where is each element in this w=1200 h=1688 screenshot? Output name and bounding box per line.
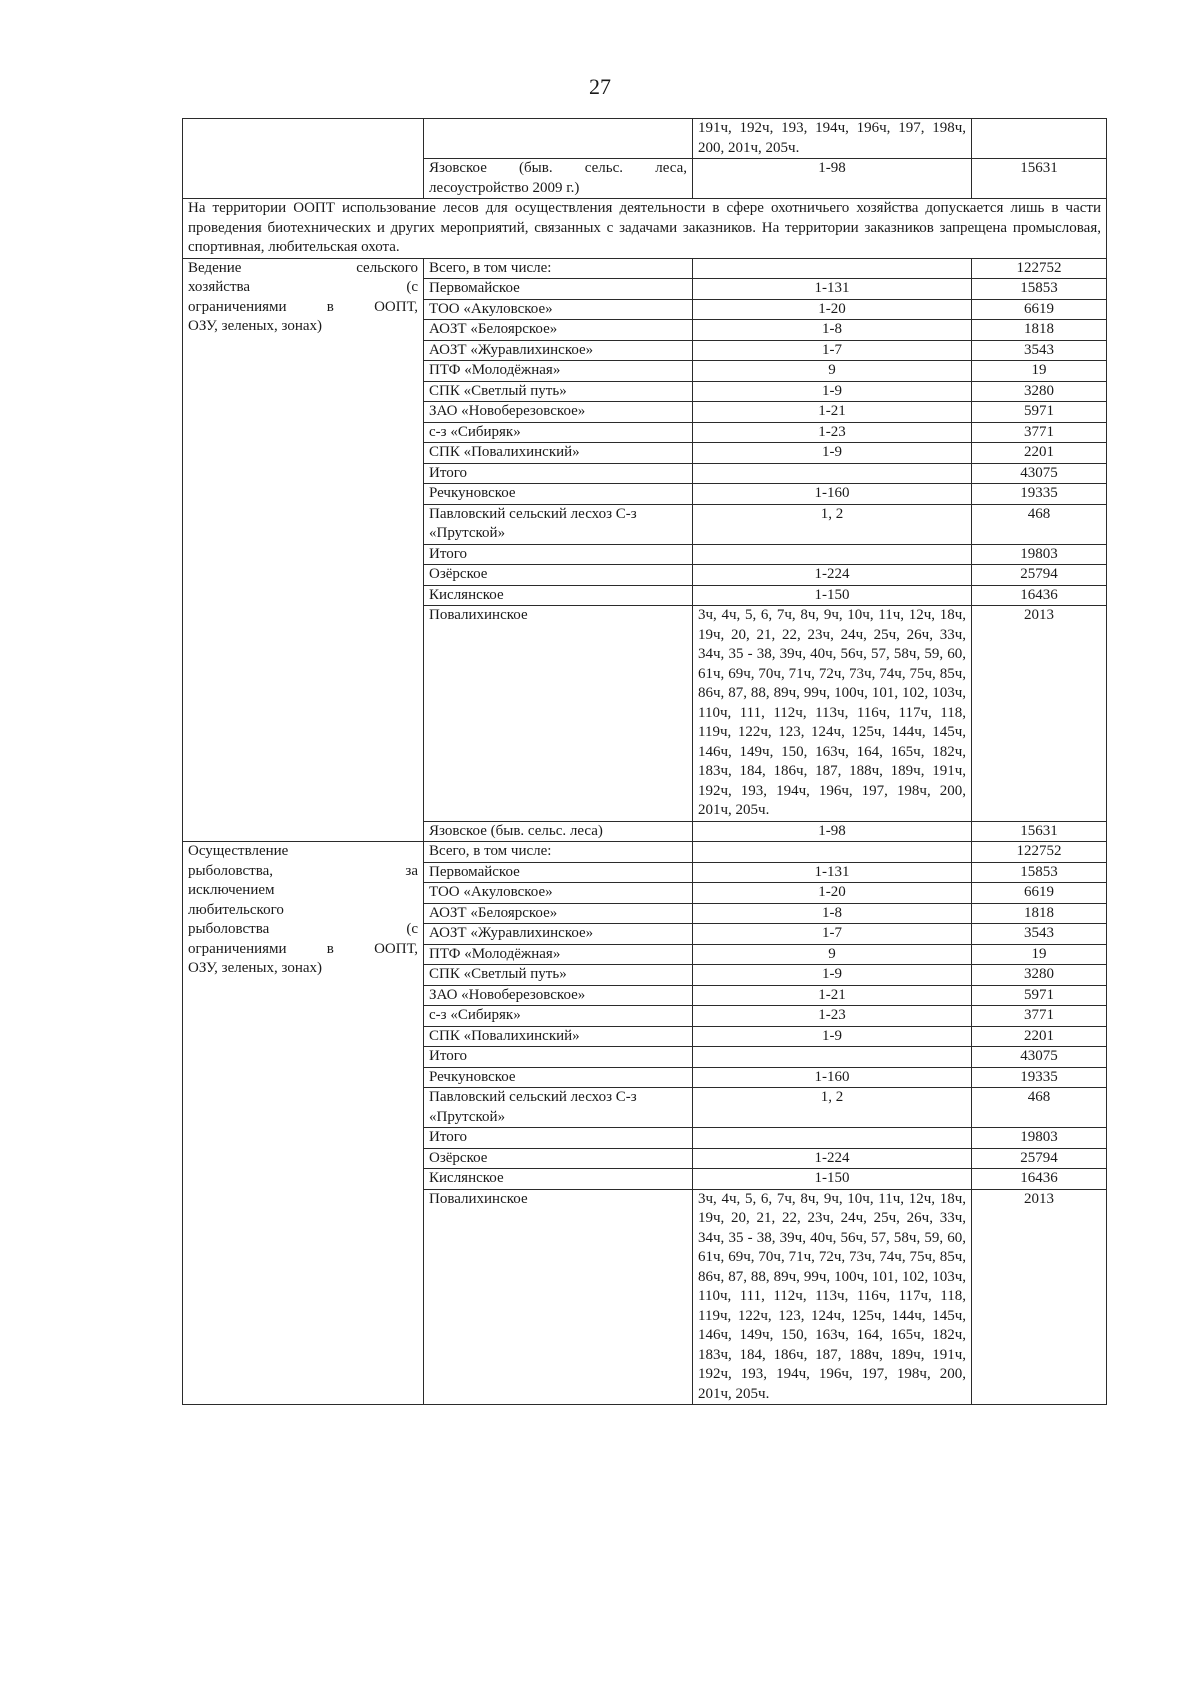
table-row	[183, 119, 1107, 159]
forestry-name-cell: СПК «Светлый путь»	[424, 381, 693, 402]
area-cell: 468	[972, 1088, 1107, 1128]
area-cell: 3543	[972, 924, 1107, 945]
quarters-cell: 1-160	[693, 1067, 972, 1088]
forestry-name-cell: Озёрское	[424, 565, 693, 586]
activity-cell	[183, 842, 424, 1405]
quarters-cell: 1-9	[693, 381, 972, 402]
forestry-name-cell: СПК «Повалихинский»	[424, 1026, 693, 1047]
forestry-name-cell: Кислянское	[424, 1169, 693, 1190]
forestry-name-cell: ПТФ «Молодёжная»	[424, 944, 693, 965]
area-cell: 16436	[972, 1169, 1107, 1190]
area-cell: 25794	[972, 1148, 1107, 1169]
forestry-name-cell: Итого	[424, 463, 693, 484]
activity-cell-continued	[183, 119, 424, 199]
area-cell: 16436	[972, 585, 1107, 606]
quarters-cell: 9	[693, 944, 972, 965]
forestry-name-cell: Первомайское	[424, 862, 693, 883]
quarters-cell: 1, 2	[693, 504, 972, 544]
activity-line: ограничениями в ООПТ,	[188, 940, 418, 957]
forestry-name-cell: с-з «Сибиряк»	[424, 1006, 693, 1027]
quarters-cell	[693, 258, 972, 279]
forestry-name-cell: АОЗТ «Белоярское»	[424, 320, 693, 341]
area-cell: 19803	[972, 544, 1107, 565]
area-cell: 1818	[972, 903, 1107, 924]
area-cell: 2013	[972, 1189, 1107, 1405]
area-cell: 15853	[972, 862, 1107, 883]
area-cell: 19	[972, 944, 1107, 965]
forestry-name-cell: Речкуновское	[424, 484, 693, 505]
forestry-name-cell: АОЗТ «Журавлихинское»	[424, 340, 693, 361]
quarters-cell: 1-9	[693, 1026, 972, 1047]
forestry-name-cell: Итого	[424, 544, 693, 565]
quarters-cell: 1-150	[693, 585, 972, 606]
quarters-cell: 1-224	[693, 1148, 972, 1169]
area-cell: 122752	[972, 842, 1107, 863]
area-cell: 2013	[972, 606, 1107, 822]
area-cell	[972, 119, 1107, 159]
forestry-name-cell: с-з «Сибиряк»	[424, 422, 693, 443]
quarters-cell: 1-21	[693, 402, 972, 423]
page-number: 27	[589, 74, 611, 99]
quarters-cell	[693, 1128, 972, 1149]
area-cell: 5971	[972, 402, 1107, 423]
quarters-cell: 1-7	[693, 924, 972, 945]
quarters-cell: 3ч, 4ч, 5, 6, 7ч, 8ч, 9ч, 10ч, 11ч, 12ч, 18ч, 19ч, 20, 21, 22, 23ч, 24ч, 25ч, 26ч, 33ч, 34ч, 35 - 38, 39ч, 40ч, 56ч, 57, 58ч, 59, 60, 61ч, 69ч, 70ч, 71ч, 72ч, 73ч, 74ч, 75ч, 85ч, 86ч, 87, 88, 89ч, 99ч, 100ч, 101, 102, 103ч, 110ч, 111, 112ч, 113ч, 116ч, 117ч, 118, 119ч, 122ч, 123, 124ч, 125ч, 144ч, 145ч, 146ч, 149ч, 150, 163ч, 164, 165ч, 182ч, 183ч, 184, 186ч, 187, 188ч, 189ч, 191ч, 192ч, 193, 194ч, 196ч, 197, 198ч, 200, 201ч, 205ч.	[693, 606, 972, 822]
forestry-name-cell: Павловский сельский лесхоз С-з «Прутской»	[424, 1088, 693, 1128]
forestry-name-cell: Павловский сельский лесхоз С-з «Прутской»	[424, 504, 693, 544]
note-row	[183, 199, 1107, 259]
quarters-cell: 1-160	[693, 484, 972, 505]
forestry-name-cell: ЗАО «Новоберезовское»	[424, 402, 693, 423]
forestry-name-cell: Язовское (быв. сельс. леса)	[424, 821, 693, 842]
quarters-cell: 1-8	[693, 903, 972, 924]
forestry-name-cell: Повалихинское	[424, 606, 693, 822]
area-cell: 6619	[972, 883, 1107, 904]
forestry-name-cell: ТОО «Акуловское»	[424, 299, 693, 320]
quarters-cell	[693, 544, 972, 565]
area-cell: 2201	[972, 1026, 1107, 1047]
quarters-cell: 1-98	[693, 159, 972, 199]
quarters-cell: 3ч, 4ч, 5, 6, 7ч, 8ч, 9ч, 10ч, 11ч, 12ч, 18ч, 19ч, 20, 21, 22, 23ч, 24ч, 25ч, 26ч, 33ч, 34ч, 35 - 38, 39ч, 40ч, 56ч, 57, 58ч, 59, 60, 61ч, 69ч, 70ч, 71ч, 72ч, 73ч, 74ч, 75ч, 85ч, 86ч, 87, 88, 89ч, 99ч, 100ч, 101, 102, 103ч, 110ч, 111, 112ч, 113ч, 116ч, 117ч, 118, 119ч, 122ч, 123, 124ч, 125ч, 144ч, 145ч, 146ч, 149ч, 150, 163ч, 164, 165ч, 182ч, 183ч, 184, 186ч, 187, 188ч, 189ч, 191ч, 192ч, 193, 194ч, 196ч, 197, 198ч, 200, 201ч, 205ч.	[693, 1189, 972, 1405]
quarters-cell: 1-150	[693, 1169, 972, 1190]
forestry-name-cell: Язовское (быв. сельс. леса, лесоустройство 2009 г.)	[424, 159, 693, 199]
forestry-name-cell: Итого	[424, 1128, 693, 1149]
activity-line: ограничениями в ООПТ,	[188, 298, 418, 315]
forest-use-table	[182, 118, 1107, 1405]
quarters-cell: 191ч, 192ч, 193, 194ч, 196ч, 197, 198ч, 200, 201ч, 205ч.	[693, 119, 972, 159]
quarters-cell: 1-131	[693, 862, 972, 883]
quarters-cell: 1-131	[693, 279, 972, 300]
quarters-cell	[693, 463, 972, 484]
forestry-name-cell: Итого	[424, 1047, 693, 1068]
quarters-cell: 1-9	[693, 443, 972, 464]
forestry-name-cell: СПК «Светлый путь»	[424, 965, 693, 986]
quarters-cell: 1-224	[693, 565, 972, 586]
area-cell: 6619	[972, 299, 1107, 320]
quarters-cell: 1, 2	[693, 1088, 972, 1128]
activity-line: исключением	[188, 882, 275, 898]
area-cell: 25794	[972, 565, 1107, 586]
activity-line: хозяйства (с	[188, 279, 418, 295]
hunting-note: На территории ООПТ использование лесов для осуществления деятельности в сфере охотничьего хозяйства допускается лишь в части проведения биотехнических и других мероприятий, связанных с задачами заказников. На территории заказников запрещена промысловая, спортивная, любительская охота.	[183, 199, 1107, 259]
quarters-cell	[693, 1047, 972, 1068]
area-cell: 3771	[972, 422, 1107, 443]
activity-line: Осуществление	[188, 843, 289, 859]
area-cell: 3543	[972, 340, 1107, 361]
table-row	[183, 842, 1107, 863]
area-cell: 19803	[972, 1128, 1107, 1149]
area-cell: 19335	[972, 484, 1107, 505]
area-cell: 43075	[972, 463, 1107, 484]
area-cell: 1818	[972, 320, 1107, 341]
forestry-name-cell	[424, 119, 693, 159]
forestry-name-cell: Речкуновское	[424, 1067, 693, 1088]
activity-cell	[183, 258, 424, 842]
forestry-name-cell: СПК «Повалихинский»	[424, 443, 693, 464]
forestry-name-cell: Всего, в том числе:	[424, 258, 693, 279]
forestry-name-cell: Первомайское	[424, 279, 693, 300]
forestry-name-cell: ТОО «Акуловское»	[424, 883, 693, 904]
quarters-cell: 1-98	[693, 821, 972, 842]
quarters-cell: 1-20	[693, 299, 972, 320]
activity-line: Ведение сельского	[188, 259, 418, 276]
area-cell: 19	[972, 361, 1107, 382]
forestry-name-cell: Всего, в том числе:	[424, 842, 693, 863]
area-cell: 5971	[972, 985, 1107, 1006]
area-cell: 15853	[972, 279, 1107, 300]
area-cell: 43075	[972, 1047, 1107, 1068]
forestry-name-cell: ЗАО «Новоберезовское»	[424, 985, 693, 1006]
area-cell: 3771	[972, 1006, 1107, 1027]
area-cell: 15631	[972, 821, 1107, 842]
forestry-name-cell: Повалихинское	[424, 1189, 693, 1405]
area-cell: 3280	[972, 381, 1107, 402]
quarters-cell: 1-9	[693, 965, 972, 986]
quarters-cell: 1-8	[693, 320, 972, 341]
activity-line: ОЗУ, зеленых, зонах)	[188, 960, 322, 976]
activity-line: рыболовства (с	[188, 921, 418, 937]
area-cell: 19335	[972, 1067, 1107, 1088]
forestry-name-cell: Озёрское	[424, 1148, 693, 1169]
area-cell: 122752	[972, 258, 1107, 279]
quarters-cell: 1-20	[693, 883, 972, 904]
area-cell: 15631	[972, 159, 1107, 199]
activity-line: рыболовства, за	[188, 862, 418, 879]
quarters-cell: 1-23	[693, 422, 972, 443]
activity-line: ОЗУ, зеленых, зонах)	[188, 318, 322, 334]
forestry-name-cell: АОЗТ «Журавлихинское»	[424, 924, 693, 945]
area-cell: 468	[972, 504, 1107, 544]
quarters-cell	[693, 842, 972, 863]
area-cell: 3280	[972, 965, 1107, 986]
quarters-cell: 1-21	[693, 985, 972, 1006]
forestry-name-cell: Кислянское	[424, 585, 693, 606]
activity-line: любительского	[188, 901, 284, 918]
quarters-cell: 1-7	[693, 340, 972, 361]
forestry-name-cell: АОЗТ «Белоярское»	[424, 903, 693, 924]
quarters-cell: 1-23	[693, 1006, 972, 1027]
area-cell: 2201	[972, 443, 1107, 464]
quarters-cell: 9	[693, 361, 972, 382]
forestry-name-cell: ПТФ «Молодёжная»	[424, 361, 693, 382]
table-row	[183, 258, 1107, 279]
